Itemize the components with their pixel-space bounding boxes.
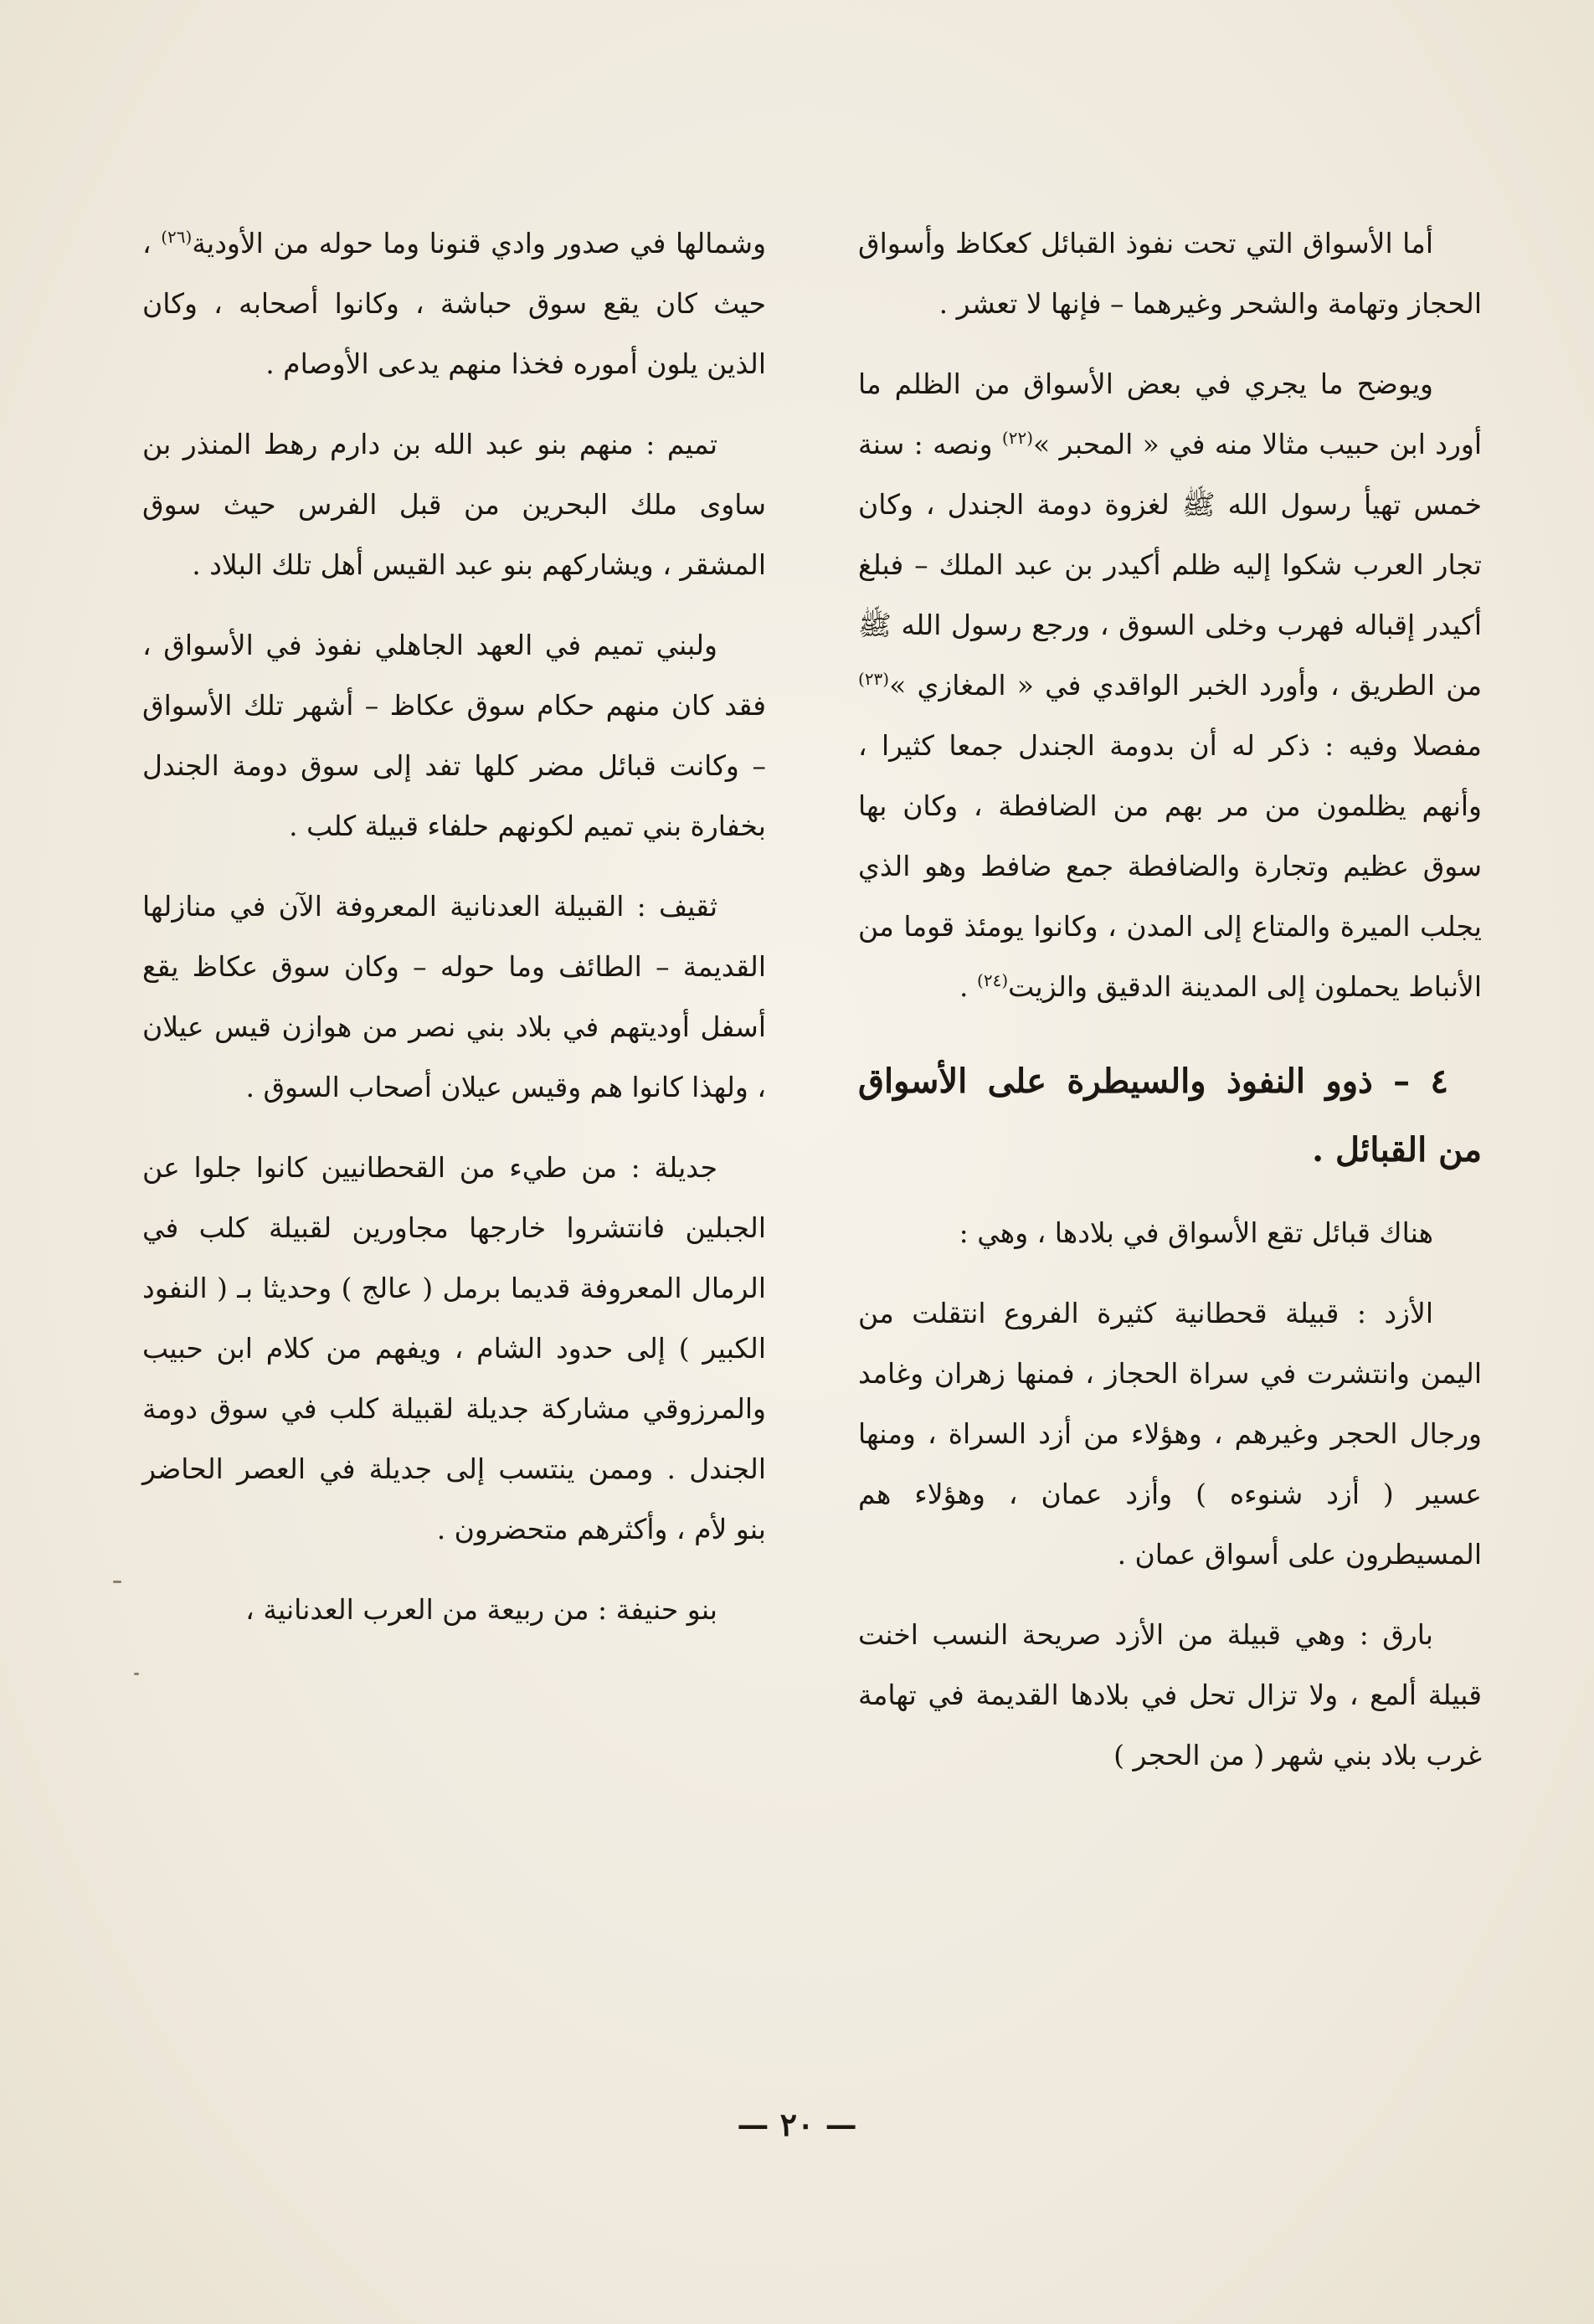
scan-speck (134, 1673, 139, 1675)
paragraph: ولبني تميم في العهد الجاهلي نفوذ في الأسواق ، فقد كان منهم حكام سوق عكاظ – أشهر تلك الأسواق – وكانت قبائل مضر كلها تفد إلى سوق دومة الجندل بخفارة بني تميم لكونهم حلفاء قبيلة كلب . (142, 629, 766, 842)
paragraph-text: ، حيث كان يقع سوق حباشة ، وكانوا أصحابه ، وكان الذين يلون أموره فخذا منهم يدعى الأوصام . (142, 227, 766, 380)
paragraph (142, 213, 766, 394)
paragraph: أما الأسواق التي تحت نفوذ القبائل كعكاظ وأسواق الحجاز وتهامة والشحر وغيرهما – فإنها لا تعشر . (858, 227, 1482, 320)
paragraph: هناك قبائل تقع الأسواق في بلادها ، وهي : (959, 1216, 1433, 1249)
paragraph-text: مفصلا وفيه : ذكر له أن بدومة الجندل جمعا كثيرا ، وأنهم يظلمون من مر بهم من الضافطة ، وكان بها سوق عظيم وتجارة والضافطة جمع ضافط وهو الذي يجلب الميرة والمتاع إلى المدن ، وكانوا يومئذ قوما من الأنباط يحملون إلى المدينة الدقيق والزيت (858, 729, 1482, 1003)
footnote-ref: (٢٢) (1001, 428, 1034, 448)
paragraph: بنو حنيفة : من ربيعة من العرب العدنانية ، (245, 1593, 717, 1626)
footnote-ref: (٢٦) (161, 227, 193, 247)
paragraph: بارق : وهي قبيلة من الأزد صريحة النسب اخنت قبيلة ألمع ، ولا تزال تحل في بلادها القديمة في تهامة غرب بلاد بني شهر ( من الحجر ) (858, 1618, 1482, 1771)
scan-speck (113, 1581, 121, 1583)
left-column (142, 213, 766, 1660)
paragraph-text: ويوضح ما يجري في بعض الأسواق من الظلم ما أورد ابن حبيب مثالا منه في « المحبر » (858, 368, 1482, 460)
paragraph: الأزد : قبيلة قحطانية كثيرة الفروع انتقلت من اليمن وانتشرت في سراة الحجاز ، فمنها زهران وغامد ورجال الحجر وغيرهم ، وهؤلاء من أزد السراة ، ومنها عسير ( أزد شنوءه ) وأزد عمان ، وهؤلاء هم المسيطرون على أسواق عمان . (858, 1297, 1482, 1571)
footnote-ref: (٢٤) (977, 970, 1009, 990)
paragraph: جديلة : من طيء من القحطانيين كانوا جلوا عن الجبلين فانتشروا خارجها مجاورين لقبيلة كلب في الرمال المعروفة قديما برمل ( عالج ) وحديثا بـ ( النفود الكبير ) إلى حدود الشام ، ويفهم من كلام ابن حبيب والمرزوقي مشاركة جديلة لقبيلة كلب في سوق دومة الجندل . وممن ينتسب إلى جديلة في العصر الحاضر بنو لأم ، وأكثرهم متحضرون . (142, 1151, 766, 1545)
paragraph-text: . (959, 970, 978, 1003)
paragraph (858, 354, 1482, 1017)
right-column (858, 213, 1482, 1806)
paragraph-text: ونصه : سنة خمس تهيأ رسول الله ﷺ لغزوة دومة الجندل ، وكان تجار العرب شكوا إليه ظلم أكيدر بن عبد الملك – فبلغ أكيدر إقباله فهرب وخلى السوق ، ورجع رسول الله ﷺ من الطريق ، وأورد الخبر الواقدي في « المغازي » (858, 428, 1482, 702)
paragraph-text: وشمالها في صدور وادي قنونا وما حوله من الأودية (192, 227, 767, 260)
paragraph: ثقيف : القبيلة العدنانية المعروفة الآن في منازلها القديمة – الطائف وما حوله – وكان سوق عكاظ يقع أسفل أوديتهم في بلاد بني نصر من هوازن قيس عيلان ، ولهذا كانوا هم وقيس عيلان أصحاب السوق . (142, 890, 766, 1103)
footnote-ref: (٢٣) (858, 669, 890, 689)
section-heading: ٤ – ذوو النفوذ والسيطرة على الأسواق من القبائل . (858, 1062, 1482, 1170)
page-number: — ٢٠ — (737, 2105, 857, 2143)
paragraph: تميم : منهم بنو عبد الله بن دارم رهط المنذر بن ساوى ملك البحرين من قبل الفرس حيث سوق المشقر ، ويشاركهم بنو عبد القيس أهل تلك البلاد . (142, 428, 766, 581)
